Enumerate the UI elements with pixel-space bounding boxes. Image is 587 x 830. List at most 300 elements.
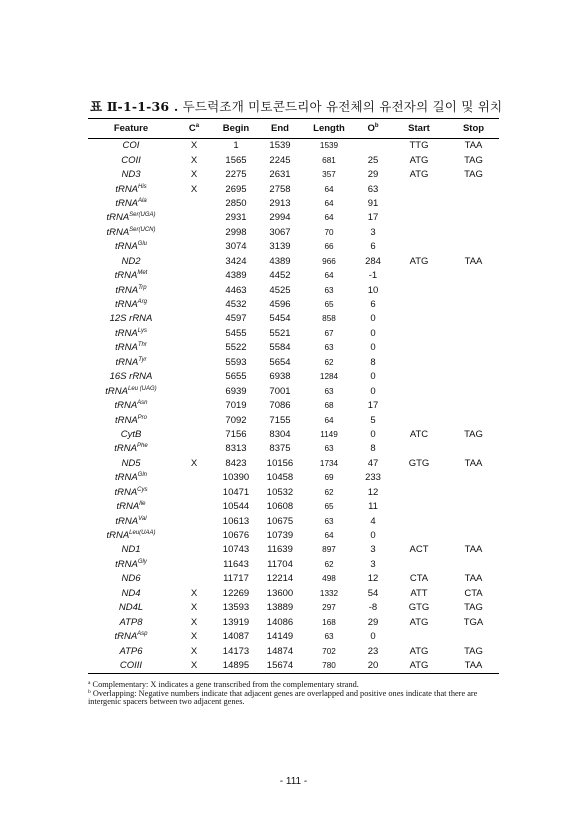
start-codon-cell	[390, 486, 448, 500]
complementary-cell: X	[190, 659, 198, 671]
table-row	[88, 269, 499, 283]
end-cell: 10532	[266, 486, 294, 498]
start-codon-cell	[390, 283, 448, 297]
end-cell: 2631	[269, 169, 291, 181]
end-cell: 8304	[269, 428, 291, 440]
start-codon-cell	[390, 269, 448, 283]
length-cell: 681	[322, 155, 336, 165]
begin-cell: 10544	[222, 501, 250, 513]
begin-cell: 10613	[222, 515, 250, 527]
length-cell: 498	[322, 574, 336, 584]
begin-cell: 2998	[225, 226, 247, 238]
stop-codon-cell: TAA	[464, 544, 483, 556]
start-codon-cell	[390, 413, 448, 427]
begin-cell: 6939	[225, 385, 247, 397]
length-cell: 68	[324, 401, 334, 411]
feature-cell: tRNA$^{Cys}$	[114, 486, 148, 498]
anticodon-superscript: Arg	[137, 299, 148, 306]
end-cell: 14874	[266, 645, 294, 657]
feature-cell: tRNA$^{Pro}$	[114, 414, 148, 426]
complementary-cell	[174, 312, 214, 326]
stop-codon-cell: TAG	[464, 154, 483, 166]
anticodon-superscript: Tyr	[138, 356, 147, 363]
stop-codon-cell: TAA	[464, 255, 483, 267]
anticodon-superscript: Leu(UAA)	[129, 530, 156, 537]
feature-cell: COI	[122, 140, 140, 152]
length-cell: 966	[322, 256, 336, 266]
caption-label: 표 Ⅱ-1-1-36 .	[90, 99, 179, 114]
stop-codon-cell: TAG	[464, 169, 483, 181]
complementary-cell	[174, 514, 214, 528]
length-cell: 702	[322, 646, 336, 656]
feature-cell: tRNA$^{Asn}$	[114, 400, 148, 412]
start-codon-cell	[390, 500, 448, 514]
anticodon-superscript: Pro	[137, 414, 148, 421]
length-cell: 62	[324, 357, 334, 367]
feature-cell: tRNA$^{Asp}$	[114, 631, 148, 643]
stop-codon-cell	[448, 514, 499, 528]
stop-codon-cell	[448, 471, 499, 485]
feature-cell: tRNA$^{Met}$	[114, 270, 148, 282]
overlap-cell: 10	[367, 284, 379, 296]
length-cell: 297	[322, 603, 336, 613]
feature-cell: tRNA$^{Gly}$	[115, 558, 147, 570]
overlap-cell: 12	[367, 573, 379, 585]
table-row	[88, 153, 499, 167]
begin-cell: 11643	[223, 558, 249, 570]
overlap-cell: 8	[370, 356, 376, 368]
table-row	[88, 327, 499, 341]
overlap-cell: 0	[370, 631, 376, 643]
start-codon-cell	[390, 529, 448, 543]
start-codon-cell: CTA	[409, 573, 429, 585]
length-cell: 65	[324, 502, 334, 512]
anticodon-superscript: Ala	[138, 197, 147, 204]
begin-cell: 4532	[225, 299, 247, 311]
start-codon-cell	[390, 471, 448, 485]
length-cell: 168	[322, 617, 336, 627]
feature-cell: ND1	[121, 544, 141, 556]
end-cell: 10458	[266, 472, 294, 484]
start-codon-cell	[390, 182, 448, 196]
anticodon-superscript: Lys	[137, 327, 147, 334]
length-cell: 1284	[319, 372, 339, 382]
start-codon-cell: GTG	[408, 457, 430, 469]
begin-cell: 10676	[222, 530, 250, 542]
anticodon-superscript: Ile	[139, 501, 146, 508]
start-codon-cell: ATG	[409, 645, 429, 657]
overlap-cell: 0	[370, 530, 376, 542]
anticodon-superscript: Asp	[137, 631, 148, 638]
start-codon-cell	[390, 341, 448, 355]
header-length: Length	[313, 123, 345, 134]
length-cell: 64	[324, 531, 334, 541]
length-cell: 357	[322, 170, 336, 180]
complementary-cell: X	[190, 140, 198, 152]
end-cell: 7155	[269, 414, 291, 426]
table-row	[88, 226, 499, 240]
end-cell: 4596	[269, 299, 291, 311]
begin-cell: 4463	[225, 284, 247, 296]
table-row	[88, 659, 499, 674]
stop-codon-cell	[448, 356, 499, 370]
feature-cell: ATP6	[119, 645, 143, 657]
complementary-cell: X	[190, 183, 198, 195]
end-cell: 11704	[267, 558, 293, 570]
complementary-cell	[174, 255, 214, 269]
caption-text: 두드럭조개 미토콘드리아 유전체의 유전자의 길이 및 위치	[182, 99, 503, 114]
table-row	[88, 442, 499, 456]
footnotes	[88, 681, 508, 707]
table-row	[88, 486, 499, 500]
length-cell: 64	[324, 271, 334, 281]
length-cell: 65	[324, 300, 334, 310]
table-row	[88, 341, 499, 355]
table-row	[88, 139, 499, 154]
end-cell: 10156	[266, 457, 294, 469]
header-row	[88, 119, 499, 139]
length-cell: 63	[324, 444, 334, 454]
feature-cell: tRNA$^{Arg}$	[114, 299, 148, 311]
table-row	[88, 500, 499, 514]
header-complementary: $C^a$	[188, 123, 200, 134]
feature-cell: ATP8	[119, 616, 143, 628]
start-codon-cell	[390, 630, 448, 644]
end-cell: 13600	[266, 587, 294, 599]
begin-cell: 1565	[225, 154, 247, 166]
overlap-cell: 91	[367, 197, 379, 209]
begin-cell: 12269	[222, 587, 250, 599]
table-row	[88, 514, 499, 528]
begin-cell: 14895	[222, 659, 250, 671]
anticodon-superscript: Leu (UAG)	[128, 385, 157, 392]
start-codon-cell	[390, 558, 448, 572]
table-row	[88, 312, 499, 326]
overlap-cell: 29	[367, 169, 379, 181]
begin-cell: 13919	[222, 616, 250, 628]
begin-cell: 4389	[225, 270, 247, 282]
anticodon-superscript: Trp	[138, 284, 147, 291]
feature-cell: tRNA$^{Ser(UGA)}$	[106, 212, 156, 224]
feature-cell: tRNA$^{Thr}$	[115, 342, 147, 354]
overlap-cell: 63	[367, 183, 379, 195]
complementary-cell: X	[190, 616, 198, 628]
table-row	[88, 168, 499, 182]
overlap-cell: 17	[367, 400, 379, 412]
stop-codon-cell	[448, 327, 499, 341]
feature-cell: ND4L	[118, 602, 144, 614]
length-cell: 858	[322, 314, 336, 324]
begin-cell: 2275	[225, 169, 247, 181]
begin-cell: 5655	[225, 371, 247, 383]
feature-cell: tRNA$^{His}$	[115, 183, 147, 195]
complementary-cell	[174, 240, 214, 254]
table-row	[88, 182, 499, 196]
complementary-cell	[174, 529, 214, 543]
end-cell: 4525	[269, 284, 291, 296]
start-codon-cell: TTG	[409, 140, 429, 152]
overlap-cell: 8	[370, 443, 376, 455]
start-codon-cell	[390, 399, 448, 413]
stop-codon-cell: TAA	[464, 659, 483, 671]
feature-cell: tRNA$^{Ile}$	[116, 501, 146, 513]
begin-cell: 7092	[225, 414, 247, 426]
start-codon-cell	[390, 298, 448, 312]
anticodon-superscript: Glu	[137, 241, 148, 248]
stop-codon-cell	[448, 370, 499, 384]
end-cell: 14086	[266, 616, 294, 628]
begin-cell: 1	[233, 140, 239, 152]
complementary-cell	[174, 428, 214, 442]
end-cell: 11639	[267, 544, 293, 556]
start-codon-cell: ACT	[409, 544, 429, 556]
begin-cell: 10390	[222, 472, 250, 484]
length-cell: 69	[324, 473, 334, 483]
begin-cell: 10471	[222, 486, 250, 498]
overlap-cell: -1	[368, 270, 378, 282]
stop-codon-cell	[448, 211, 499, 225]
overlap-cell: 0	[370, 313, 376, 325]
begin-cell: 13593	[222, 602, 250, 614]
overlap-cell: 3	[370, 544, 376, 556]
end-cell: 10608	[266, 501, 294, 513]
feature-cell: tRNA$^{Leu(UAA)}$	[106, 530, 156, 542]
table-row	[88, 543, 499, 557]
end-cell: 1539	[269, 140, 291, 152]
length-cell: 66	[324, 242, 334, 252]
complementary-cell	[174, 283, 214, 297]
stop-codon-cell	[448, 283, 499, 297]
overlap-cell: 3	[370, 226, 376, 238]
feature-cell: tRNA$^{Ser(UCN)}$	[106, 226, 156, 238]
length-cell: 64	[324, 198, 334, 208]
complementary-cell	[174, 356, 214, 370]
start-codon-cell: ATG	[409, 659, 429, 671]
table-row	[88, 471, 499, 485]
length-cell: 897	[322, 545, 336, 555]
table-row	[88, 587, 499, 601]
complementary-cell: X	[190, 631, 198, 643]
stop-codon-cell	[448, 197, 499, 211]
feature-cell: 16S rRNA	[109, 371, 153, 383]
table-row	[88, 413, 499, 427]
overlap-cell	[356, 139, 390, 154]
complementary-cell	[174, 399, 214, 413]
begin-cell: 2850	[225, 197, 247, 209]
length-cell: 64	[324, 213, 334, 223]
length-cell: 62	[324, 559, 334, 569]
overlap-cell: 47	[367, 457, 379, 469]
complementary-cell	[174, 572, 214, 586]
begin-cell: 14087	[222, 631, 250, 643]
feature-cell: ND5	[121, 457, 141, 469]
stop-codon-cell	[448, 442, 499, 456]
end-cell: 7001	[269, 385, 291, 397]
begin-cell: 14173	[222, 645, 250, 657]
end-cell: 12214	[266, 573, 294, 585]
header-stop: Stop	[462, 123, 485, 134]
table-row	[88, 283, 499, 297]
complementary-cell	[174, 442, 214, 456]
start-codon-cell	[390, 514, 448, 528]
end-cell: 5454	[269, 313, 291, 325]
start-codon-cell	[390, 197, 448, 211]
begin-cell: 5522	[225, 342, 247, 354]
length-cell: 1332	[319, 588, 339, 598]
length-cell: 63	[324, 285, 334, 295]
feature-cell: COIII	[119, 659, 143, 671]
overlap-cell: 233	[365, 472, 381, 484]
table-caption	[90, 97, 502, 115]
table-row	[88, 255, 499, 269]
anticodon-superscript: Ser(UCN)	[129, 226, 156, 233]
header-end: End	[271, 123, 289, 134]
feature-cell: tRNA$^{Phe}$	[114, 443, 148, 455]
complementary-cell	[174, 500, 214, 514]
overlap-cell: 6	[370, 241, 376, 253]
table-row	[88, 615, 499, 629]
begin-cell: 7019	[225, 400, 247, 412]
stop-codon-cell	[448, 558, 499, 572]
stop-codon-cell	[448, 182, 499, 196]
stop-codon-cell	[448, 312, 499, 326]
end-cell: 2994	[269, 212, 291, 224]
start-codon-cell	[390, 442, 448, 456]
complementary-cell: X	[190, 645, 198, 657]
end-cell: 2758	[269, 183, 291, 195]
start-codon-cell: ATG	[409, 169, 429, 181]
complementary-cell	[174, 370, 214, 384]
header-begin: Begin	[222, 123, 250, 134]
feature-cell: tRNA$^{Glu}$	[114, 241, 148, 253]
stop-codon-cell: TGA	[463, 616, 484, 628]
start-codon-cell	[390, 226, 448, 240]
overlap-cell: 0	[370, 342, 376, 354]
begin-cell: 4597	[225, 313, 247, 325]
end-cell: 5521	[269, 327, 291, 339]
footnote-b: $^b$ Overlapping: Negative numbers indicate that adjacent genes are overlapped and positive ones indicate that there are intergenic spacers between two adjacent genes.	[88, 688, 478, 707]
anticodon-superscript: Met	[137, 270, 148, 277]
table-row	[88, 240, 499, 254]
feature-cell: COII	[121, 154, 141, 166]
table-row	[88, 558, 499, 572]
complementary-cell: X	[190, 587, 198, 599]
length-cell: 62	[324, 487, 334, 497]
stop-codon-cell	[448, 384, 499, 398]
complementary-cell	[174, 298, 214, 312]
start-codon-cell: ATG	[409, 255, 429, 267]
complementary-cell	[174, 197, 214, 211]
stop-codon-cell	[448, 486, 499, 500]
table-row	[88, 356, 499, 370]
length-cell: 780	[322, 660, 336, 670]
length-cell: 63	[324, 516, 334, 526]
feature-cell: ND6	[121, 573, 141, 585]
start-codon-cell: ATG	[409, 154, 429, 166]
feature-cell: tRNA$^{Lys}$	[115, 327, 147, 339]
table-row	[88, 211, 499, 225]
complementary-cell	[174, 558, 214, 572]
overlap-cell: 12	[367, 486, 379, 498]
gene-table-container	[88, 118, 499, 674]
end-cell: 15674	[266, 659, 294, 671]
end-cell: 14149	[266, 631, 294, 643]
complementary-cell	[174, 327, 214, 341]
table-row	[88, 572, 499, 586]
start-codon-cell	[390, 240, 448, 254]
table-row	[88, 529, 499, 543]
anticodon-superscript: Phe	[137, 443, 148, 450]
stop-codon-cell	[448, 226, 499, 240]
length-cell: 64	[324, 415, 334, 425]
gene-table	[88, 118, 499, 674]
end-cell: 5584	[269, 342, 291, 354]
end-cell: 4452	[269, 270, 291, 282]
table-body	[88, 139, 499, 674]
feature-cell: ND3	[121, 169, 141, 181]
complementary-cell	[174, 226, 214, 240]
anticodon-superscript: Val	[138, 515, 147, 522]
stop-codon-cell	[448, 529, 499, 543]
anticodon-superscript: Thr	[137, 342, 147, 349]
footnote-a: $^a$ Complementary: X indicates a gene transcribed from the complementary strand.	[88, 680, 359, 689]
table-row	[88, 428, 499, 442]
end-cell: 10739	[266, 530, 294, 542]
length-cell: 70	[324, 227, 334, 237]
complementary-cell	[174, 486, 214, 500]
length-cell: 1539	[319, 141, 339, 151]
complementary-cell	[174, 269, 214, 283]
end-cell: 5654	[269, 356, 291, 368]
anticodon-superscript: Ser(UGA)	[129, 212, 156, 219]
stop-codon-cell: TAG	[464, 602, 483, 614]
stop-codon-cell	[448, 298, 499, 312]
overlap-cell: 0	[370, 327, 376, 339]
stop-codon-cell: CTA	[464, 587, 483, 599]
table-row	[88, 644, 499, 658]
begin-cell: 7156	[225, 428, 247, 440]
stop-codon-cell	[448, 269, 499, 283]
start-codon-cell: ATT	[410, 587, 428, 599]
anticodon-superscript: Gln	[137, 472, 148, 479]
complementary-cell: X	[190, 154, 198, 166]
table-row	[88, 630, 499, 644]
stop-codon-cell: TAA	[464, 457, 483, 469]
table-row	[88, 298, 499, 312]
table-row	[88, 370, 499, 384]
overlap-cell: 11	[368, 501, 378, 513]
table-header	[88, 119, 499, 139]
feature-cell: tRNA$^{Gln}$	[114, 472, 148, 484]
complementary-cell	[174, 413, 214, 427]
start-codon-cell	[390, 356, 448, 370]
stop-codon-cell	[448, 240, 499, 254]
end-cell: 8375	[269, 443, 291, 455]
complementary-cell: X	[190, 457, 198, 469]
begin-cell: 8313	[225, 443, 247, 455]
stop-codon-cell: TAG	[464, 428, 483, 440]
feature-cell: tRNA$^{Tyr}$	[115, 356, 147, 368]
table-row	[88, 384, 499, 398]
anticodon-superscript: Cys	[137, 486, 148, 493]
complementary-cell	[174, 543, 214, 557]
overlap-cell: 5	[370, 414, 376, 426]
length-cell: 1149	[320, 429, 338, 439]
length-cell: 63	[324, 386, 334, 396]
overlap-cell: 20	[367, 659, 379, 671]
feature-cell: CytB	[120, 428, 142, 440]
stop-codon-cell	[448, 413, 499, 427]
